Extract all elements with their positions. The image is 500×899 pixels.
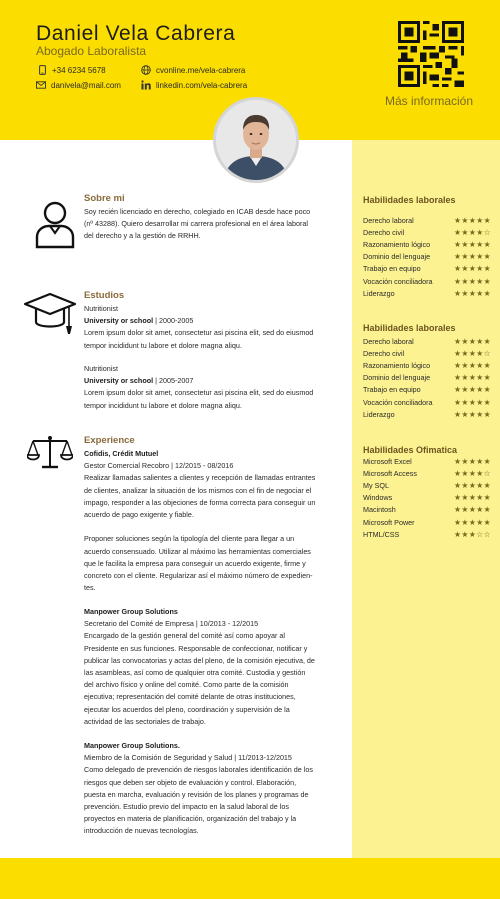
job-position: Miembro de la Comisión de Seguridad y Salud: [84, 753, 233, 763]
profile-photo: [213, 97, 299, 183]
job-description-line: Encargado de la gestión general del comité así como apoyar al: [84, 631, 285, 641]
job-position: Secretario del Comité de Empresa: [84, 619, 194, 629]
job-description-line: [84, 521, 346, 533]
skill-name: Macintosh: [363, 505, 396, 515]
skills-title-1: Habilidades laborales: [363, 195, 456, 205]
star-rating-icon: ★★★★★: [454, 397, 491, 407]
job-position: Gestor Comercial Recobro: [84, 461, 170, 471]
skill-row: [363, 238, 491, 250]
skill-name: Microsoft Access: [363, 468, 417, 478]
skill-name: Derecho civil: [363, 348, 405, 358]
website-contact[interactable]: [141, 65, 245, 75]
study-years: 2000-2005: [158, 316, 194, 326]
skill-name: Derecho civil: [363, 227, 405, 237]
study-field: Nutritionist: [84, 364, 118, 373]
job-description-line: ejecutiva; representación del comité delante de otras instituciones,: [84, 692, 296, 702]
skill-row: [363, 528, 491, 540]
person-role: Abogado Laboralista: [36, 44, 147, 58]
star-rating-icon: ★★★★☆: [454, 468, 491, 478]
job-description-line: puesta en marcha, evaluación y revisión de los planes y programas de: [84, 789, 309, 799]
star-rating-icon: ★★★★★: [454, 215, 491, 225]
mail-icon: [36, 80, 46, 90]
skill-row: [363, 479, 491, 491]
job-description-line: que le facilita la empresa para conseguir un acuerdo exigente, firme y: [84, 558, 306, 568]
job-description-line: acuerdo de pago exigente y fiable.: [84, 510, 194, 520]
person-name: Daniel Vela Cabrera: [36, 22, 236, 45]
skill-name: Vocación conciliadora: [363, 397, 433, 407]
skill-name: Derecho laboral: [363, 215, 414, 225]
skill-name: Dominio del lenguaje: [363, 252, 431, 262]
skill-row: [363, 492, 491, 504]
job-description-line: actividad de las sectoriales de trabajo.: [84, 716, 206, 726]
skills-list-2: [363, 335, 491, 420]
job-description-line: tes.: [84, 583, 96, 593]
job-description-line: prevención. Estudio previo del impacto en la salud laboral de los: [84, 802, 289, 812]
qr-code-icon[interactable]: [398, 21, 464, 87]
star-rating-icon: ★★★★★: [454, 264, 491, 274]
skill-name: Microsoft Excel: [363, 456, 412, 466]
scales-icon: [27, 434, 73, 470]
job-company: Manpower Group Solutions.: [84, 741, 180, 750]
star-rating-icon: ★★★★★: [454, 385, 491, 395]
email-contact[interactable]: [36, 80, 121, 90]
job-entry-2: Manpower Group Solutions Secretario del Comité de Empresa | 10/2013 - 12/2015 Encargado de la gestión general del comité así como apoyar al Presidente en sus funciones. Responsable de confeccionar, notificar y publicar las convocatorias y actas del pleno, de la comisión ejecutiva, de las asambleas, así como de qualquier otra comité. Custodia y gestión del archivo físico y online del comité. Como parte de la comisión ejecutiva; representación del comité delante de otras instituciones, ejecutar los acuerdos del pleno, coordinación y supervisión de la actividad de las sectoriales de trabajo.: [84, 606, 346, 728]
job-description-line: proyectos en materia de planificación, organización del trabajo y la: [84, 814, 297, 824]
skills-title-2: Habilidades laborales: [363, 323, 456, 333]
study-entry-2: Nutritionist University or school | 2005-2007 Lorem ipsum dolor sit amet, consectetur asi piscina elit, sed do eiusmod tempor incididunt tu labore et dolore magna aliqu.: [84, 363, 346, 412]
star-rating-icon: ★★★★★: [454, 252, 491, 262]
skill-row: [363, 347, 491, 359]
skill-name: Microsoft Power: [363, 517, 415, 527]
linkedin-icon: [141, 80, 151, 90]
skill-name: Razonamiento lógico: [363, 239, 431, 249]
job-description-line: ejecutar los acuerdos del pleno, coordinación y supervisión de la: [84, 704, 290, 714]
more-info-link[interactable]: Más información: [385, 94, 474, 108]
about-title: Sobre mi: [84, 193, 125, 204]
star-rating-icon: ★★★★☆: [454, 348, 491, 358]
star-rating-icon: ★★★☆☆: [454, 529, 491, 539]
skill-row: [363, 263, 491, 275]
skill-name: Liderazgo: [363, 288, 395, 298]
job-entry-1: Cofidis, Crédit Mutuel Gestor Comercial Recobro | 12/2015 - 08/2016 Realizar llamadas salientes a clientes y recepción de llamadas entrantes de clientes, analizar la situación de los mismos con el fin de negociar el impago, responder a las objeciones de forma correcta para conseguir un acuerdo de pago exigente y fiable. Proponer soluciones según la tipología del cliente para llegar a un acuerdo consensuado. Utilizar al máximo las herramientas comerciales que le facilita la empresa para conseguir un acuerdo exigente, firme y concreto con el cliente. Regularizar así el máximo número de expedien- tes.: [84, 448, 346, 594]
job-description-line: del archivo físico y online del comité. Como parte de la comisión: [84, 680, 289, 690]
job-description-line: acuerdo consensuado. Utilizar al máximo las herramientas comerciales: [84, 546, 311, 556]
job-dates: 10/2013 - 12/2015: [199, 619, 259, 629]
skill-row: [363, 516, 491, 528]
skill-row: [363, 214, 491, 226]
skill-row: [363, 467, 491, 479]
skill-name: Liderazgo: [363, 409, 395, 419]
phone-text: +34 6234 5678: [52, 65, 106, 75]
job-description-line: impago, responder a las objeciones de forma correcta para conseguir un: [84, 497, 316, 507]
study-school: University or school: [84, 376, 154, 386]
skills-title-3: Habilidades Ofimatica: [363, 445, 458, 455]
skill-name: Dominio del lenguaje: [363, 373, 431, 383]
linkedin-text: linkedin.com/vela-cabrera: [156, 80, 248, 90]
skill-name: Trabajo en equipo: [363, 385, 421, 395]
skill-row: [363, 396, 491, 408]
star-rating-icon: ★★★★★: [454, 409, 491, 419]
skill-name: Derecho laboral: [363, 336, 414, 346]
about-text: Soy recién licenciado en derecho, colegiado en ICAB desde hace poco (nº 43288). Quiero desarrollar mi carrera profesional en el área laboral del derecho y a la gestión de RRHH.: [84, 207, 311, 241]
email-text: danivela@mail.com: [51, 80, 121, 90]
skill-name: HTML/CSS: [363, 529, 400, 539]
globe-icon: [141, 65, 151, 75]
skills-list-3: [363, 455, 491, 540]
job-description-line: Presidente en sus funciones. Responsable de confeccionar, notificar y: [84, 643, 308, 653]
skill-name: My SQL: [363, 480, 389, 490]
star-rating-icon: ★★★★★: [454, 288, 491, 298]
skill-row: [363, 226, 491, 238]
study-entry-1: Nutritionist University or school | 2000-2005 Lorem ipsum dolor sit amet, consectetur asi piscina elit, sed do eiusmod tempor incididunt tu labore et dolore magna aliqu.: [84, 303, 346, 352]
skill-row: [363, 455, 491, 467]
star-rating-icon: ★★★★★: [454, 493, 491, 503]
job-dates: 12/2015 - 08/2016: [174, 461, 234, 471]
star-rating-icon: ★★★★☆: [454, 227, 491, 237]
website-text: cvonline.me/vela-cabrera: [156, 65, 246, 75]
linkedin-contact[interactable]: [141, 80, 247, 90]
skill-row: [363, 335, 491, 347]
job-description-line: Como delegado de prevención de riesgos laborales identificación de los: [84, 765, 313, 775]
star-rating-icon: ★★★★★: [454, 505, 491, 515]
skill-row: [363, 275, 491, 287]
experience-title: Experience: [84, 435, 135, 446]
skill-row: [363, 408, 491, 420]
studies-title: Estudios: [84, 290, 125, 301]
job-description-line: concreto con el cliente. Regularizar así el máximo número de expedien-: [84, 571, 313, 581]
star-rating-icon: ★★★★★: [454, 373, 491, 383]
footer-band: [0, 858, 500, 899]
star-rating-icon: ★★★★★: [454, 360, 491, 370]
job-company: Manpower Group Solutions: [84, 607, 178, 616]
skills-list-1: [363, 214, 491, 299]
phone-icon: [37, 65, 47, 75]
study-field: Nutritionist: [84, 304, 118, 313]
study-years: 2005-2007: [158, 376, 194, 386]
skill-row: [363, 251, 491, 263]
skill-name: Vocación conciliadora: [363, 276, 433, 286]
job-description-line: Proponer soluciones según la tipología del cliente para llegar a un: [84, 534, 295, 544]
job-description-line: introducción de nuevas tecnologías.: [84, 826, 199, 836]
star-rating-icon: ★★★★★: [454, 336, 491, 346]
study-school: University or school: [84, 316, 154, 326]
skill-row: [363, 504, 491, 516]
skill-name: Trabajo en equipo: [363, 264, 421, 274]
star-rating-icon: ★★★★★: [454, 517, 491, 527]
skill-name: Windows: [363, 493, 393, 503]
graduation-cap-icon: [23, 292, 77, 336]
job-description-line: Realizar llamadas salientes a clientes y recepción de llamadas entrantes: [84, 473, 316, 483]
star-rating-icon: ★★★★★: [454, 276, 491, 286]
user-icon: [33, 199, 77, 249]
job-description-line: las asambleas, así como de qualquier otra comité. Custodia y gestión: [84, 668, 306, 678]
job-dates: 11/2013-12/2015: [238, 753, 292, 763]
skill-row: [363, 384, 491, 396]
phone-contact: [37, 65, 106, 75]
skill-row: [363, 287, 491, 299]
job-entry-3: Manpower Group Solutions. Miembro de la Comisión de Seguridad y Salud | 11/2013-12/2015 Como delegado de prevención de riesgos laborales identificación de los riesgos que deben ser objeto de evaluación y control. Elaboración, puesta en marcha, evaluación y revisión de los planes y programas de prevención. Estudio previo del impacto en la salud laboral de los proyectos en materia de planificación, organización del trabajo y la introducción de nuevas tecnologías.: [84, 740, 346, 838]
skill-name: Razonamiento lógico: [363, 360, 431, 370]
job-company: Cofidis, Crédit Mutuel: [84, 449, 159, 458]
skill-row: [363, 372, 491, 384]
skill-row: [363, 359, 491, 371]
star-rating-icon: ★★★★★: [454, 480, 491, 490]
job-description-line: publicar las convocatorias y actas del pleno, de la comisión ejecutiva, de: [84, 655, 315, 665]
star-rating-icon: ★★★★★: [454, 456, 491, 466]
job-description-line: riesgos que deben ser objeto de evaluación y control. Elaboración,: [84, 777, 297, 787]
job-description-line: de clientes, analizar la situación de los mismos con el fin de negociar el: [84, 485, 312, 495]
star-rating-icon: ★★★★★: [454, 239, 491, 249]
